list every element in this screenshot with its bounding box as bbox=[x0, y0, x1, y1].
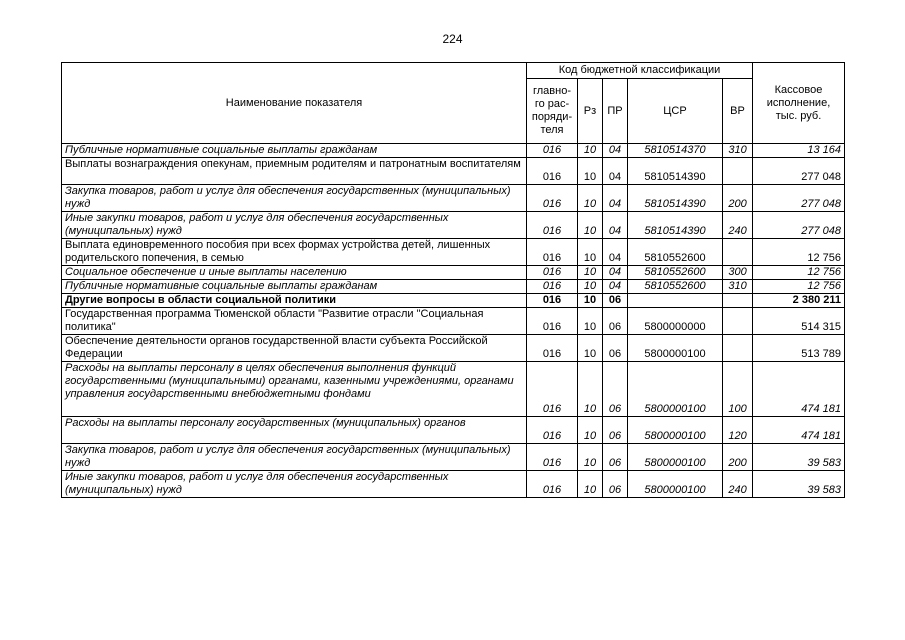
row-rz: 10 bbox=[578, 444, 603, 471]
row-glavny: 016 bbox=[527, 239, 578, 266]
row-name: Обеспечение деятельности органов государственной власти субъекта Российской Федерации bbox=[62, 335, 527, 362]
row-amount: 277 048 bbox=[753, 212, 845, 239]
row-amount: 39 583 bbox=[753, 471, 845, 498]
row-rz: 10 bbox=[578, 471, 603, 498]
row-pr: 06 bbox=[603, 444, 628, 471]
row-glavny: 016 bbox=[527, 280, 578, 294]
row-vr bbox=[723, 294, 753, 308]
row-amount: 12 756 bbox=[753, 280, 845, 294]
row-rz: 10 bbox=[578, 212, 603, 239]
row-csr: 5800000100 bbox=[628, 471, 723, 498]
header-vr: ВР bbox=[723, 79, 753, 144]
row-csr: 5800000100 bbox=[628, 417, 723, 444]
row-amount: 12 756 bbox=[753, 266, 845, 280]
table-row bbox=[62, 294, 845, 308]
row-vr bbox=[723, 308, 753, 335]
row-csr: 5800000100 bbox=[628, 335, 723, 362]
table-row bbox=[62, 185, 845, 212]
row-vr bbox=[723, 335, 753, 362]
row-amount: 514 315 bbox=[753, 308, 845, 335]
table-row bbox=[62, 144, 845, 158]
table-row bbox=[62, 417, 845, 444]
row-rz: 10 bbox=[578, 362, 603, 417]
row-glavny: 016 bbox=[527, 212, 578, 239]
row-amount: 12 756 bbox=[753, 239, 845, 266]
row-vr: 240 bbox=[723, 212, 753, 239]
row-name: Другие вопросы в области социальной политики bbox=[62, 294, 527, 308]
row-pr: 04 bbox=[603, 280, 628, 294]
row-glavny: 016 bbox=[527, 308, 578, 335]
header-name: Наименование показателя bbox=[62, 63, 527, 144]
row-csr: 5810514390 bbox=[628, 158, 723, 185]
table-row bbox=[62, 444, 845, 471]
row-amount: 39 583 bbox=[753, 444, 845, 471]
row-pr: 04 bbox=[603, 144, 628, 158]
header-rz: Рз bbox=[578, 79, 603, 144]
row-name: Социальное обеспечение и иные выплаты населению bbox=[62, 266, 527, 280]
row-rz: 10 bbox=[578, 294, 603, 308]
row-name: Иные закупки товаров, работ и услуг для обеспечения государственных (муниципальных) нужд bbox=[62, 471, 527, 498]
table-row bbox=[62, 471, 845, 498]
table-header bbox=[62, 63, 845, 144]
row-glavny: 016 bbox=[527, 362, 578, 417]
row-amount: 474 181 bbox=[753, 362, 845, 417]
row-rz: 10 bbox=[578, 266, 603, 280]
row-vr: 240 bbox=[723, 471, 753, 498]
row-name: Публичные нормативные социальные выплаты гражданам bbox=[62, 280, 527, 294]
table-row bbox=[62, 266, 845, 280]
row-name: Закупка товаров, работ и услуг для обеспечения государственных (муниципальных) нужд bbox=[62, 185, 527, 212]
row-pr: 04 bbox=[603, 212, 628, 239]
row-pr: 06 bbox=[603, 335, 628, 362]
budget-table bbox=[61, 62, 845, 498]
table-row bbox=[62, 212, 845, 239]
row-vr: 200 bbox=[723, 444, 753, 471]
row-rz: 10 bbox=[578, 158, 603, 185]
table-row bbox=[62, 335, 845, 362]
table-row bbox=[62, 362, 845, 417]
table-row bbox=[62, 308, 845, 335]
row-rz: 10 bbox=[578, 280, 603, 294]
row-name: Публичные нормативные социальные выплаты гражданам bbox=[62, 144, 527, 158]
row-csr: 5800000100 bbox=[628, 362, 723, 417]
row-vr bbox=[723, 239, 753, 266]
header-pr: ПР bbox=[603, 79, 628, 144]
row-pr: 06 bbox=[603, 471, 628, 498]
row-glavny: 016 bbox=[527, 266, 578, 280]
row-rz: 10 bbox=[578, 308, 603, 335]
table-row bbox=[62, 239, 845, 266]
row-glavny: 016 bbox=[527, 185, 578, 212]
row-csr bbox=[628, 294, 723, 308]
header-csr: ЦСР bbox=[628, 79, 723, 144]
row-name: Расходы на выплаты персоналу в целях обеспечения выполнения функций государственными (муниципальными) органами, казенными учреждениями, органами управления государственными внебюджетными фондами bbox=[62, 362, 527, 417]
row-amount: 2 380 211 bbox=[753, 294, 845, 308]
header-kassa: Кассовое исполнение, тыс. руб. bbox=[753, 63, 845, 144]
row-name: Расходы на выплаты персоналу государственных (муниципальных) органов bbox=[62, 417, 527, 444]
row-rz: 10 bbox=[578, 185, 603, 212]
header-code-group: Код бюджетной классификации bbox=[527, 63, 753, 79]
row-csr: 5810552600 bbox=[628, 239, 723, 266]
row-vr: 310 bbox=[723, 144, 753, 158]
row-vr: 120 bbox=[723, 417, 753, 444]
row-glavny: 016 bbox=[527, 144, 578, 158]
row-csr: 5800000000 bbox=[628, 308, 723, 335]
row-vr: 100 bbox=[723, 362, 753, 417]
row-glavny: 016 bbox=[527, 417, 578, 444]
row-vr bbox=[723, 158, 753, 185]
row-pr: 06 bbox=[603, 308, 628, 335]
row-name: Государственная программа Тюменской области "Развитие отрасли "Социальная политика" bbox=[62, 308, 527, 335]
row-name: Иные закупки товаров, работ и услуг для обеспечения государственных (муниципальных) нужд bbox=[62, 212, 527, 239]
row-pr: 04 bbox=[603, 185, 628, 212]
table-row bbox=[62, 158, 845, 185]
row-glavny: 016 bbox=[527, 294, 578, 308]
row-name: Закупка товаров, работ и услуг для обеспечения государственных (муниципальных) нужд bbox=[62, 444, 527, 471]
row-glavny: 016 bbox=[527, 444, 578, 471]
row-pr: 06 bbox=[603, 362, 628, 417]
row-rz: 10 bbox=[578, 144, 603, 158]
table-row bbox=[62, 280, 845, 294]
row-rz: 10 bbox=[578, 417, 603, 444]
row-amount: 277 048 bbox=[753, 158, 845, 185]
row-pr: 04 bbox=[603, 158, 628, 185]
row-vr: 310 bbox=[723, 280, 753, 294]
row-amount: 277 048 bbox=[753, 185, 845, 212]
row-glavny: 016 bbox=[527, 335, 578, 362]
row-csr: 5810552600 bbox=[628, 280, 723, 294]
row-pr: 04 bbox=[603, 266, 628, 280]
row-amount: 474 181 bbox=[753, 417, 845, 444]
row-amount: 13 164 bbox=[753, 144, 845, 158]
row-pr: 06 bbox=[603, 294, 628, 308]
row-rz: 10 bbox=[578, 335, 603, 362]
row-vr: 300 bbox=[723, 266, 753, 280]
row-name: Выплаты вознаграждения опекунам, приемным родителям и патронатным воспитателям bbox=[62, 158, 527, 185]
row-amount: 513 789 bbox=[753, 335, 845, 362]
row-pr: 06 bbox=[603, 417, 628, 444]
row-glavny: 016 bbox=[527, 158, 578, 185]
header-glavny: главно-го рас-поряди-теля bbox=[527, 79, 578, 144]
row-pr: 04 bbox=[603, 239, 628, 266]
page-number: 224 bbox=[442, 32, 463, 46]
row-vr: 200 bbox=[723, 185, 753, 212]
row-csr: 5810514390 bbox=[628, 212, 723, 239]
row-csr: 5810514390 bbox=[628, 185, 723, 212]
table-body bbox=[62, 144, 845, 498]
row-csr: 5810552600 bbox=[628, 266, 723, 280]
row-csr: 5810514370 bbox=[628, 144, 723, 158]
row-rz: 10 bbox=[578, 239, 603, 266]
row-csr: 5800000100 bbox=[628, 444, 723, 471]
row-glavny: 016 bbox=[527, 471, 578, 498]
row-name: Выплата единовременного пособия при всех формах устройства детей, лишенных родительского попечения, в семью bbox=[62, 239, 527, 266]
